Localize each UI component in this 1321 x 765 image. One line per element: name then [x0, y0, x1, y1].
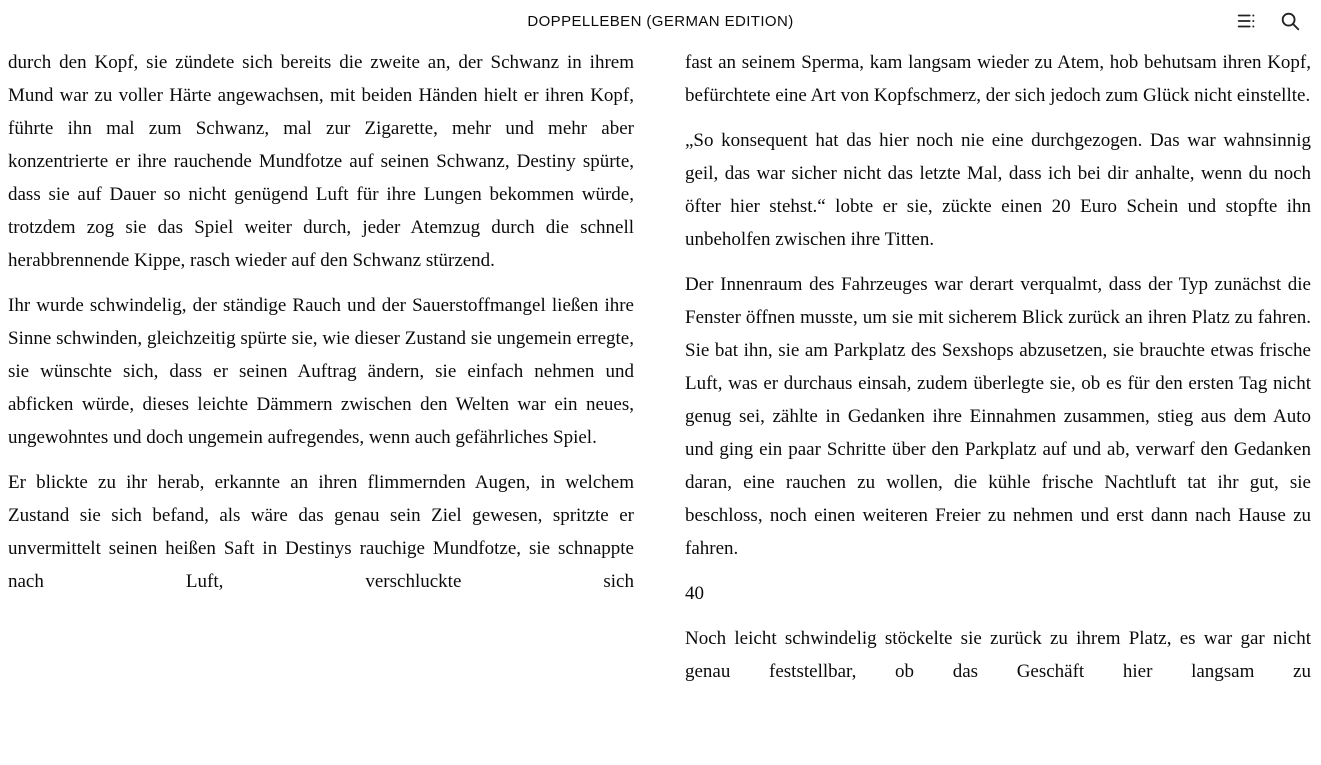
- text-column-right: [685, 46, 1311, 765]
- book-page: [0, 42, 1321, 765]
- header-icons: [1231, 0, 1305, 42]
- toc-icon: [1235, 10, 1257, 32]
- paragraph: durch den Kopf, sie zündete sich bereits die zweite an, der Schwanz in ihrem Mund war zu voller Härte angewachsen, mit beiden Händen hielt er ihren Kopf, führte ihn mal zum Schwanz, mal zur Zigarette, mehr und mehr aber konzentrierte er ihre rauchende Mundfotze auf seinen Schwanz, Destiny spürte, dass sie auf Dauer so nicht genügend Luft für ihre Lungen bekommen würde, trotzdem zog sie das Spiel weiter durch, jeder Atemzug durch die schnell herabbrennende Kippe, rasch wieder auf den Schwanz stürzend.: [8, 52, 634, 271]
- paragraph: fast an seinem Sperma, kam langsam wieder zu Atem, hob behutsam ihren Kopf, befürchtete eine Art von Kopfschmerz, der sich jedoch zum Glück nicht einstellte.: [685, 52, 1311, 106]
- search-button[interactable]: [1275, 6, 1305, 36]
- paragraph: Er blickte zu ihr herab, erkannte an ihren flimmernden Augen, in welchem Zustand sie sich befand, als wäre das genau sein Ziel gewesen, spritzte er unvermittelt seinen heißen Saft in Destinys rauchige Mundfotze, sie schnappte nach Luft, verschluckte sich: [8, 472, 634, 592]
- book-title: DOPPELLEBEN (GERMAN EDITION): [527, 12, 794, 30]
- search-icon: [1279, 10, 1301, 32]
- paragraph: Der Innenraum des Fahrzeuges war derart verqualmt, dass der Typ zunächst die Fenster öffnen musste, um sie mit sicherem Blick zurück an ihren Platz zu fahren. Sie bat ihn, sie am Parkplatz des Sexshops abzusetzen, sie brauchte etwas frische Luft, was er durchaus einsah, zudem überlegte sie, ob es für den ersten Tag nicht genug sei, zählte in Gedanken ihre Einnahmen zusammen, stieg aus dem Auto und ging ein paar Schritte über den Parkplatz auf und ab, verwarf den Gedanken daran, eine rauchen zu wollen, die kühle frische Nachtluft tat ihr gut, sie beschloss, noch einen weiteren Freier zu nehmen und erst dann nach Hause zu fahren.: [685, 274, 1311, 559]
- reader-header: [0, 0, 1321, 42]
- chapter-number: 40: [685, 583, 704, 604]
- paragraph: Noch leicht schwindelig stöckelte sie zurück zu ihrem Platz, es war gar nicht genau feststellbar, ob das Geschäft hier langsam zu: [685, 628, 1311, 682]
- text-column-left: [8, 46, 634, 765]
- toc-button[interactable]: [1231, 6, 1261, 36]
- paragraph: „So konsequent hat das hier noch nie eine durchgezogen. Das war wahnsinnig geil, das war sicher nicht das letzte Mal, dass ich bei dir anhalte, wenn du noch öfter hier stehst.“ lobte er sie, zückte einen 20 Euro Schein und stopfte ihn unbeholfen zwischen ihre Titten.: [685, 130, 1311, 250]
- paragraph: Ihr wurde schwindelig, der ständige Rauch und der Sauerstoffmangel ließen ihre Sinne schwinden, gleichzeitig spürte sie, wie dieser Zustand sie ungemein erregte, sie wünschte sich, dass er seinen Auftrag ändern, sie einfach nehmen und abficken würde, dieses leichte Dämmern zwischen den Welten war ein neues, ungewohntes und doch ungemein aufregendes, wenn auch gefährliches Spiel.: [8, 295, 634, 448]
